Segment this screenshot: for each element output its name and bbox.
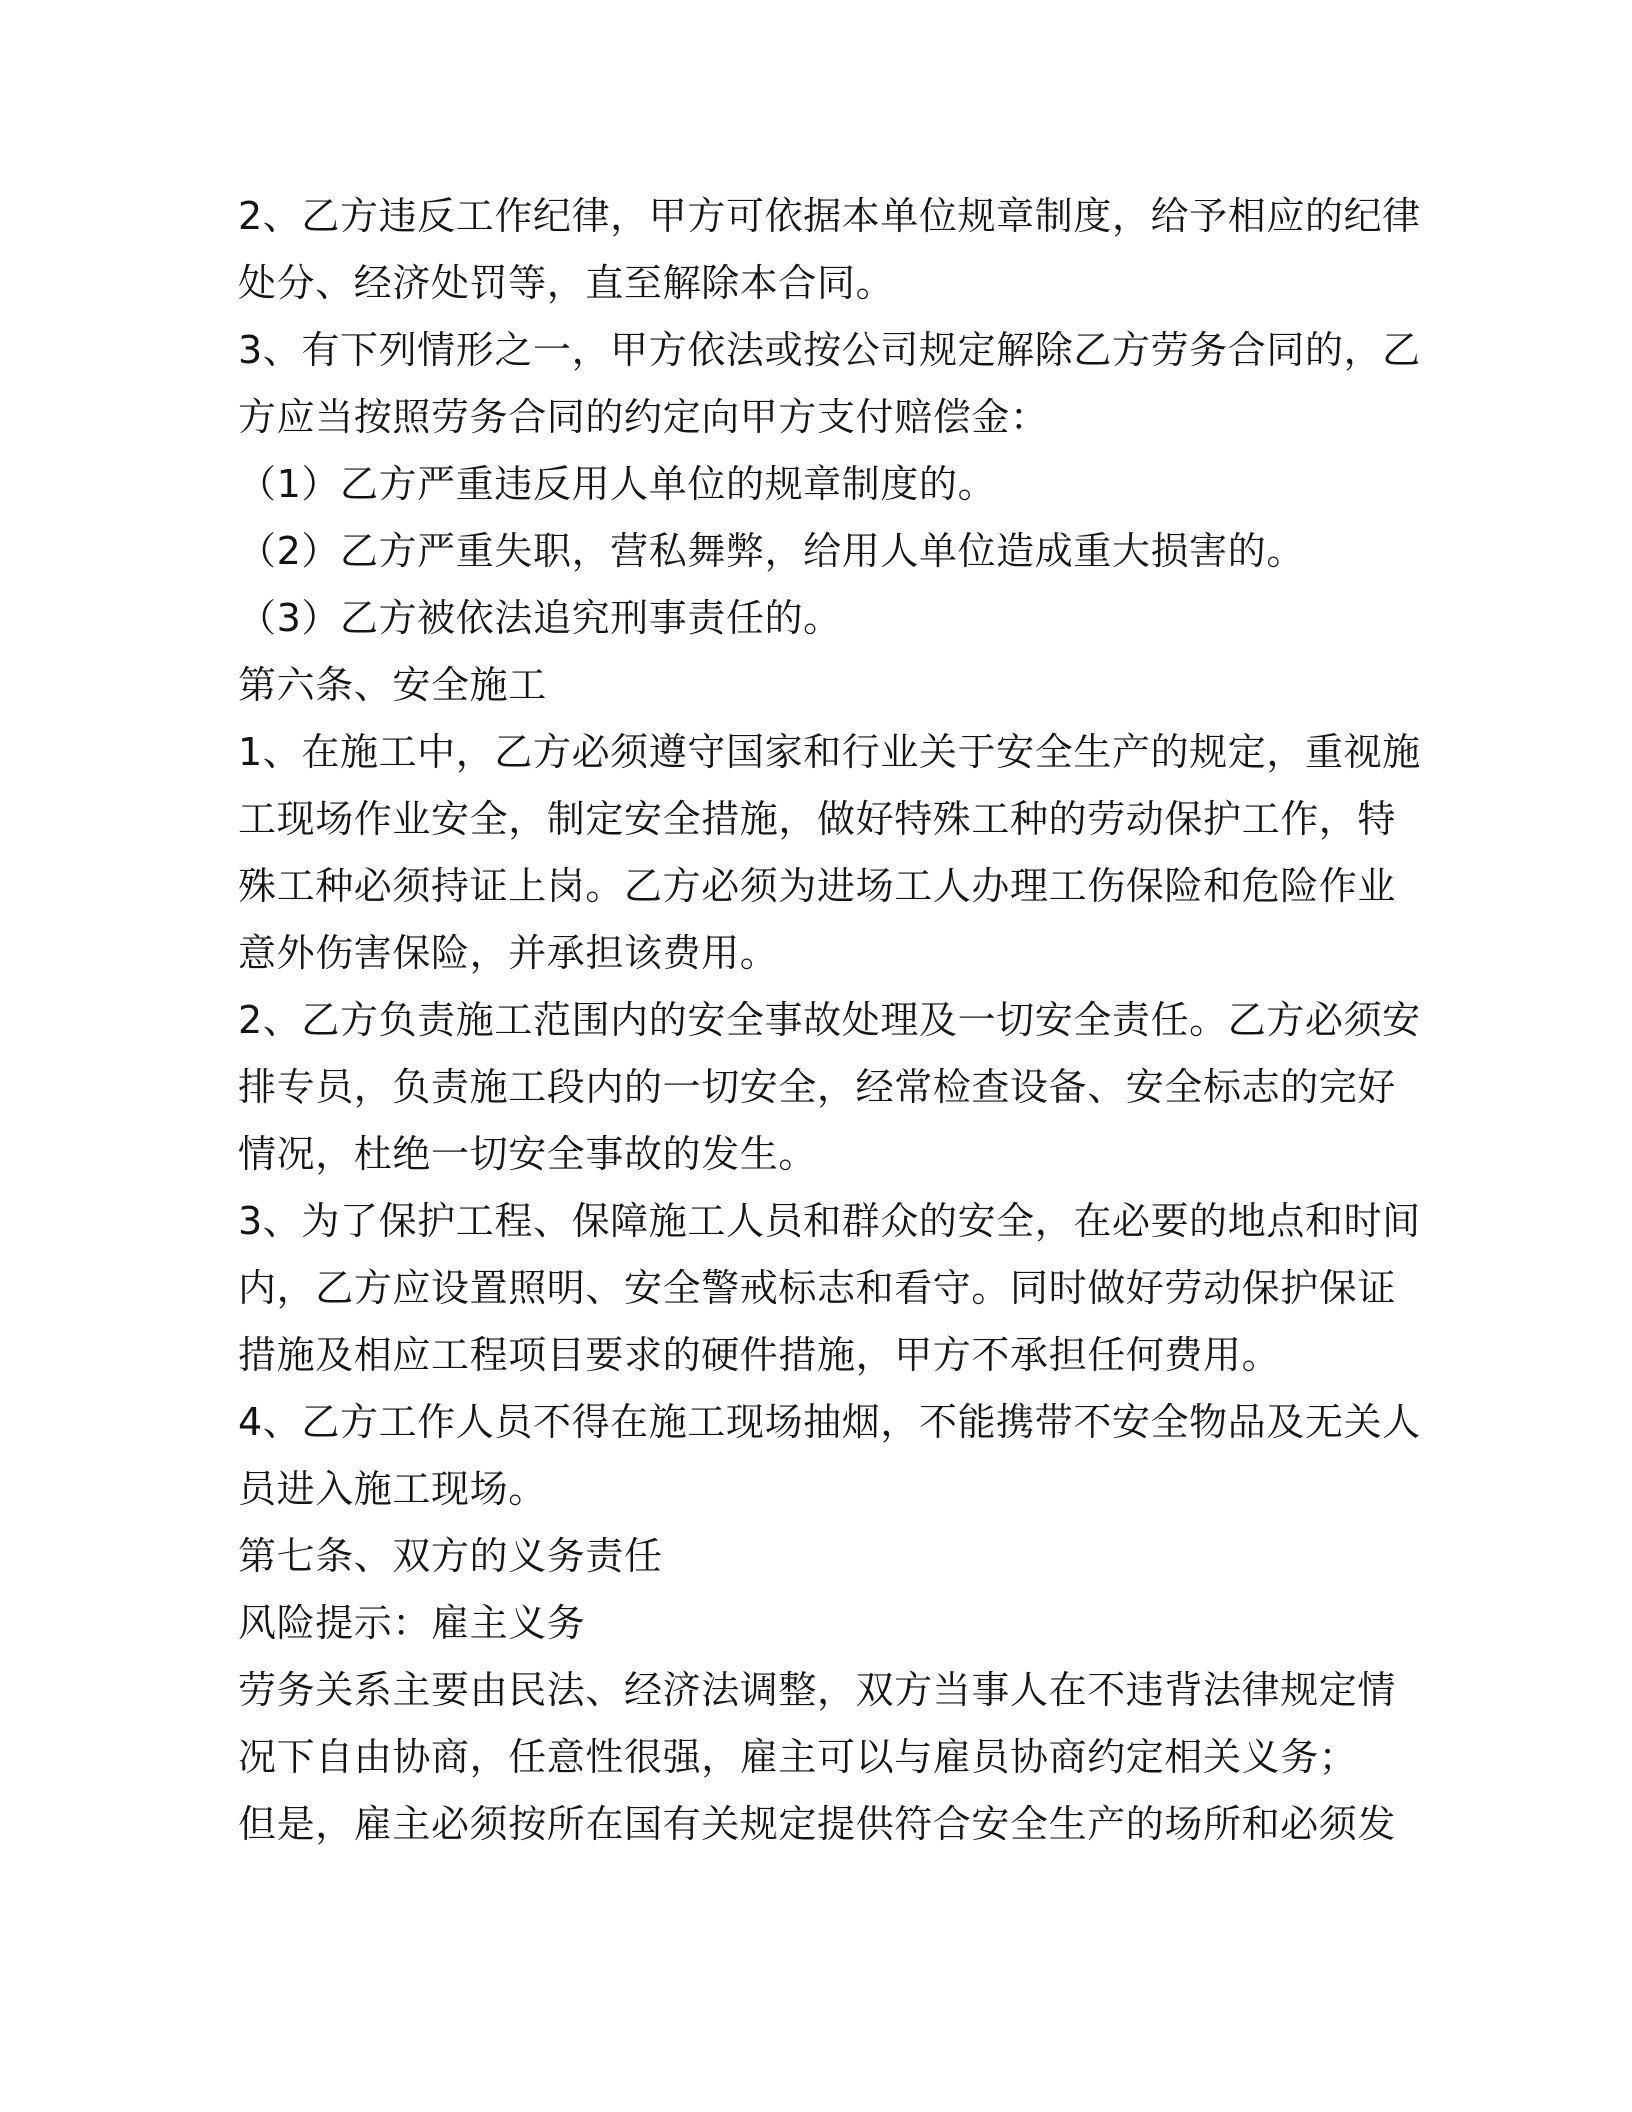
text-line: 劳务关系主要由民法、经济法调整，双方当事人在不违背法律规定情 [238, 1668, 1397, 1712]
text-line: 情况，杜绝一切安全事故的发生。 [238, 1132, 818, 1176]
list-item: （3）乙方被依法追究刑事责任的。 [238, 596, 842, 640]
document-body [238, 183, 1421, 1858]
text-line: 但是，雇主必须按所在国有关规定提供符合安全生产的场所和必须发 [238, 1802, 1397, 1846]
text-line: 3、有下列情形之一，甲方依法或按公司规定解除乙方劳务合同的，乙 [238, 328, 1421, 372]
text-line: 方应当按照劳务合同的约定向甲方支付赔偿金： [238, 395, 1049, 439]
list-item: （1）乙方严重违反用人单位的规章制度的。 [238, 462, 997, 506]
text-line: 意外伤害保险，并承担该费用。 [238, 931, 779, 975]
text-line: 排专员，负责施工段内的一切安全，经常检查设备、安全标志的完好 [238, 1065, 1397, 1109]
text-line: 处分、经济处罚等，直至解除本合同。 [238, 261, 895, 305]
text-line: 况下自由协商，任意性很强，雇主可以与雇员协商约定相关义务； [238, 1735, 1358, 1779]
list-item: （2）乙方严重失职，营私舞弊，给用人单位造成重大损害的。 [238, 529, 1305, 573]
text-line: 4、乙方工作人员不得在施工现场抽烟，不能携带不安全物品及无关人 [238, 1400, 1421, 1444]
text-line: 内，乙方应设置照明、安全警戒标志和看守。同时做好劳动保护保证 [238, 1266, 1397, 1310]
text-line: 2、乙方负责施工范围内的安全事故处理及一切安全责任。乙方必须安 [238, 998, 1421, 1042]
text-line: 2、乙方违反工作纪律，甲方可依据本单位规章制度，给予相应的纪律 [238, 194, 1421, 238]
text-line: 措施及相应工程项目要求的硬件措施，甲方不承担任何费用。 [238, 1333, 1281, 1377]
text-line: 1、在施工中，乙方必须遵守国家和行业关于安全生产的规定，重视施 [238, 730, 1421, 774]
text-line: 员进入施工现场。 [238, 1467, 547, 1511]
text-line: 3、为了保护工程、保障施工人员和群众的安全，在必要的地点和时间 [238, 1199, 1421, 1243]
risk-tip: 风险提示：雇主义务 [238, 1601, 586, 1645]
section-heading: 第七条、双方的义务责任 [238, 1534, 663, 1578]
section-heading: 第六条、安全施工 [238, 663, 547, 707]
text-line: 殊工种必须持证上岗。乙方必须为进场工人办理工伤保险和危险作业 [238, 864, 1397, 908]
text-line: 工现场作业安全，制定安全措施，做好特殊工种的劳动保护工作，特 [238, 797, 1397, 841]
